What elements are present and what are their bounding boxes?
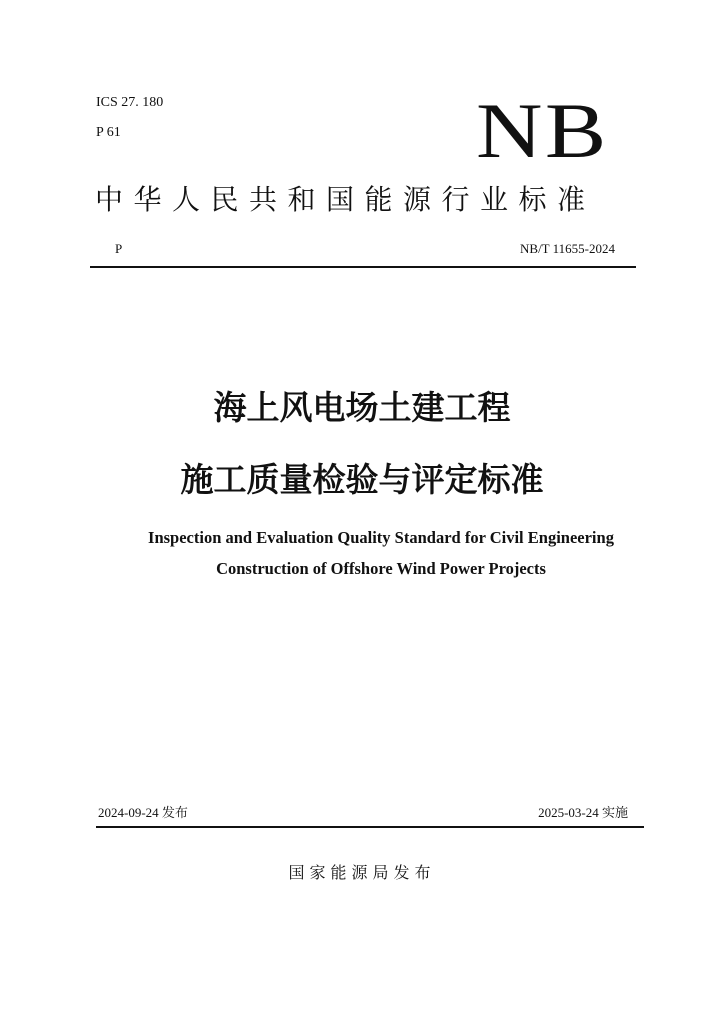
title-cn-line1: 海上风电场土建工程 <box>213 388 511 427</box>
implementation-label: 实施 <box>601 806 628 821</box>
bottom-divider <box>96 826 644 828</box>
implementation-date: 2025-03-24 <box>538 805 599 820</box>
issue-label: 发布 <box>161 806 188 821</box>
issue-date: 2024-09-24 <box>98 805 159 820</box>
title-cn-line2: 施工质量检验与评定标准 <box>180 460 544 499</box>
ics-code: ICS 27. 180 <box>96 95 164 110</box>
publisher: 国家能源局发布 <box>288 863 436 882</box>
top-divider <box>90 266 636 268</box>
nb-logo: NB <box>476 87 609 174</box>
standard-number: NB/T 11655-2024 <box>520 241 615 256</box>
issue-date-block <box>98 802 188 821</box>
ccs-code: P 61 <box>96 125 121 140</box>
implementation-date-block <box>470 802 628 821</box>
filing-mark: P <box>115 241 123 256</box>
title-en-line1: Inspection and Evaluation Quality Standard for Civil Engineering <box>148 528 614 547</box>
title-en-line2: Construction of Offshore Wind Power Projects <box>216 559 546 578</box>
standard-type-heading: 中华人民共和国能源行业标准 <box>95 183 596 216</box>
